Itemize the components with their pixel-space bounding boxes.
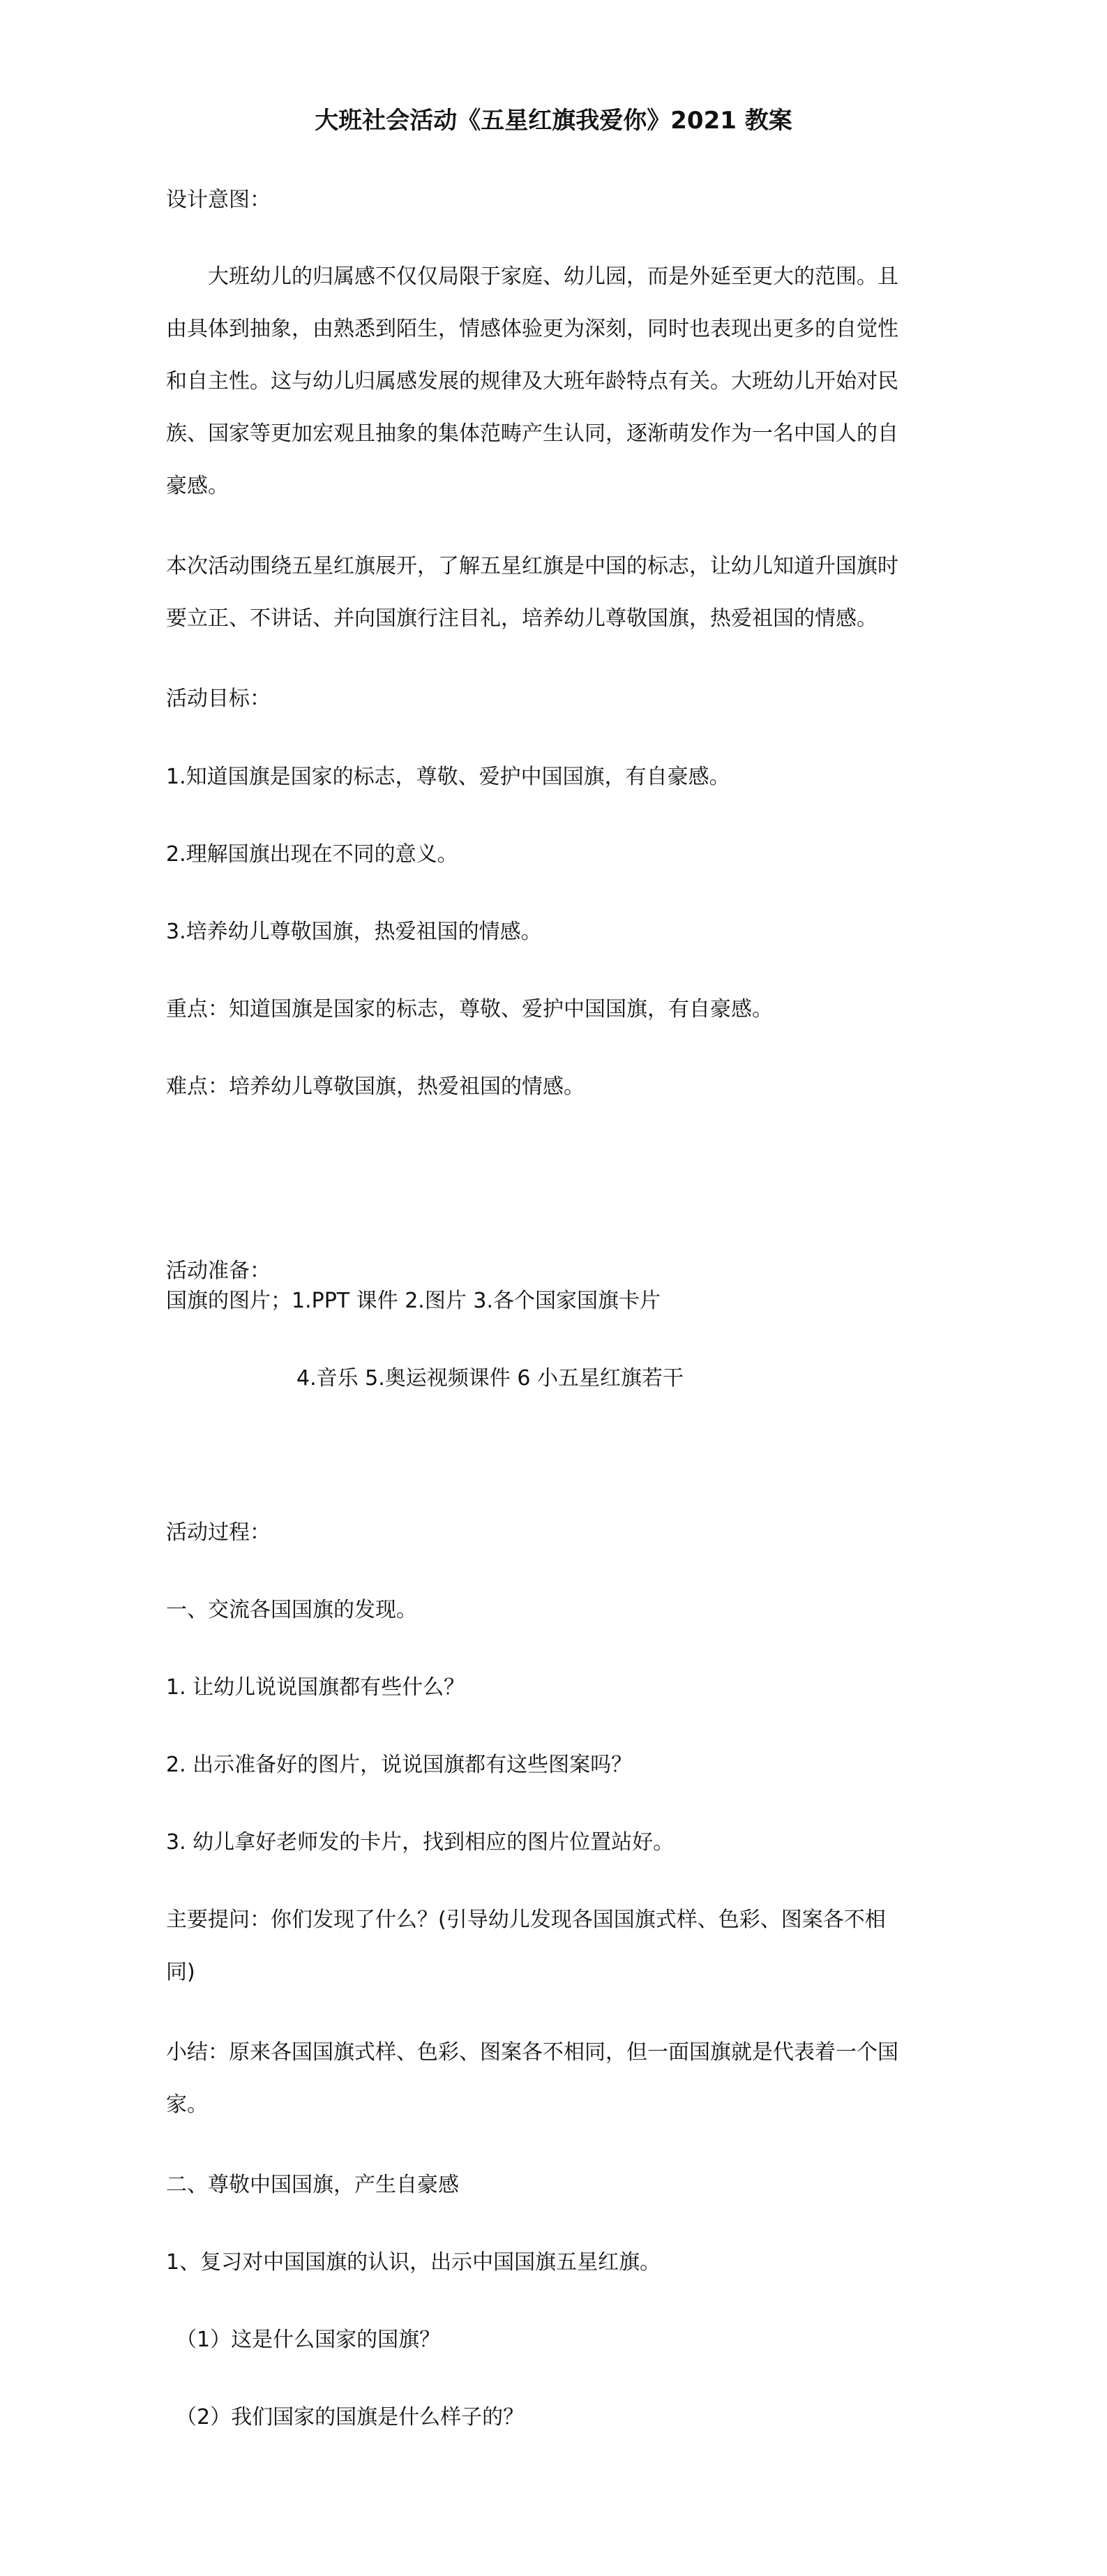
process-step: 2. 出示准备好的图片，说说国旗都有这些图案吗？	[166, 1753, 633, 1777]
difficult-point: 难点：培养幼儿尊敬国旗，热爱祖国的情感。	[166, 1074, 585, 1099]
paragraph-line: 和自主性。这与幼儿归属感发展的规律及大班年龄特点有关。大班幼儿开始对民	[166, 369, 898, 394]
paragraph-line: 要立正、不讲话、并向国旗行注目礼，培养幼儿尊敬国旗，热爱祖国的情感。	[166, 606, 878, 631]
main-question: 主要提问：你们发现了什么？(引导幼儿发现各国国旗式样、色彩、图案各不相	[166, 1908, 886, 1932]
heading-preparation: 活动准备：	[166, 1259, 271, 1283]
objective-item: 2.理解国旗出现在不同的意义。	[166, 842, 458, 867]
process-step: 1、复习对中国国旗的认识，出示中国国旗五星红旗。	[166, 2250, 661, 2275]
process-step: 3. 幼儿拿好老师发的卡片，找到相应的图片位置站好。	[166, 1830, 675, 1855]
paragraph-line: 豪感。	[166, 474, 229, 498]
process-step: 1. 让幼儿说说国旗都有些什么？	[166, 1675, 465, 1700]
preparation-items: 国旗的图片；1.PPT 课件 2.图片 3.各个国家国旗卡片	[166, 1289, 661, 1313]
paragraph-line: 族、国家等更加宏观且抽象的集体范畴产生认同，逐渐萌发作为一名中国人的自	[166, 421, 898, 446]
objective-item: 1.知道国旗是国家的标志，尊敬、爱护中国国旗，有自豪感。	[166, 765, 730, 789]
main-question: 同)	[166, 1960, 195, 1984]
section-heading: 一、交流各国国旗的发现。	[166, 1598, 417, 1622]
paragraph-line: 本次活动围绕五星红旗展开，了解五星红旗是中国的标志，让幼儿知道升国旗时	[166, 554, 898, 578]
paragraph-line: 大班幼儿的归属感不仅仅局限于家庭、幼儿园，而是外延至更大的范围。且	[208, 264, 898, 289]
heading-design-intent: 设计意图：	[166, 188, 271, 212]
document-title: 大班社会活动《五星红旗我爱你》2021 教案	[315, 107, 792, 135]
preparation-items: 4.音乐 5.奥运视频课件 6 小五星红旗若干	[296, 1366, 684, 1391]
summary: 家。	[166, 2092, 208, 2117]
question-item: （2）我们国家的国旗是什么样子的？	[176, 2405, 525, 2429]
summary: 小结：原来各国国旗式样、色彩、图案各不相同，但一面国旗就是代表着一个国	[166, 2040, 898, 2065]
objective-item: 3.培养幼儿尊敬国旗，热爱祖国的情感。	[166, 920, 542, 944]
heading-process: 活动过程：	[166, 1520, 271, 1545]
key-point: 重点：知道国旗是国家的标志，尊敬、爱护中国国旗，有自豪感。	[166, 997, 773, 1021]
section-heading: 二、尊敬中国国旗，产生自豪感	[166, 2173, 459, 2197]
question-item: （1）这是什么国家的国旗？	[176, 2328, 441, 2352]
paragraph-line: 由具体到抽象，由熟悉到陌生，情感体验更为深刻，同时也表现出更多的自觉性	[166, 317, 898, 341]
heading-objectives: 活动目标：	[166, 687, 271, 711]
